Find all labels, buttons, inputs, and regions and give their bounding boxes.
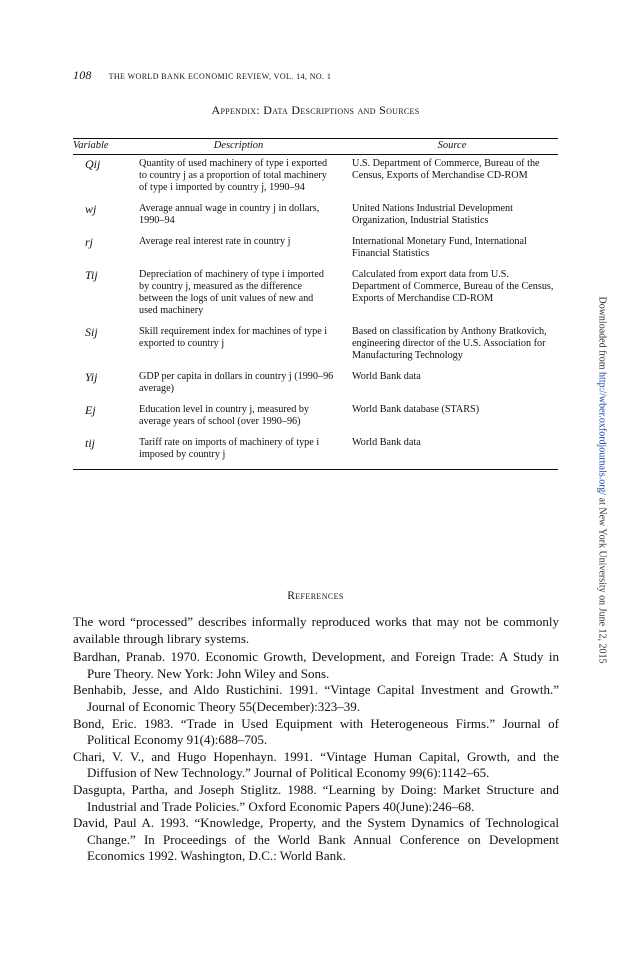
source-cell: World Bank data: [346, 434, 558, 470]
variable-cell: rj: [85, 235, 94, 249]
reference-item: David, Paul A. 1993. “Knowledge, Property, and the System Dynamics of Technological Change.” In Proceedings of the World Bank Annual Conference on Development Economics 1992. Washington, D.C.: World Bank.: [73, 815, 559, 864]
variable-cell: Yij: [85, 370, 98, 384]
download-prefix: Downloaded from: [596, 296, 608, 373]
header-variable: Variable: [73, 139, 131, 155]
reference-item: Dasgupta, Partha, and Joseph Stiglitz. 1988. “Learning by Doing: Market Structure and Industrial and Trade Policies.” Oxford Economic Papers 40(June):246–68.: [73, 781, 559, 814]
table-row: [73, 368, 558, 401]
description-cell: Average annual wage in country j in dollars, 1990–94: [139, 203, 320, 226]
journal-link[interactable]: http://wber.oxfordjournals.org/: [596, 372, 608, 496]
description-cell: Depreciation of machinery of type i imported by country j, measured as the difference between the logs of unit values of new and used machinery: [139, 269, 325, 316]
download-notice: [597, 296, 608, 663]
description-cell: Quantity of used machinery of type i exported to country j as a proportion of total machinery of type i imported by country j, 1990–94: [139, 158, 328, 193]
journal-title: THE WORLD BANK ECONOMIC REVIEW, VOL. 14, NO. 1: [108, 72, 332, 81]
table-row: [73, 233, 558, 266]
download-suffix: at New York University on June 12, 2015: [596, 495, 608, 664]
reference-item: Bond, Eric. 1983. “Trade in Used Equipment with Heterogeneous Firms.” Journal of Political Economy 91(4):688–705.: [73, 715, 559, 748]
reference-item: Chari, V. V., and Hugo Hopenhayn. 1991. “Vintage Human Capital, Growth, and the Diffusion of New Technology.” Journal of Political Economy 99(6):1142–65.: [73, 748, 559, 781]
table-row: [73, 155, 558, 201]
appendix-table: [73, 138, 558, 470]
table-row: [73, 266, 558, 323]
description-cell: Average real interest rate in country j: [139, 236, 291, 247]
header-source: Source: [346, 139, 558, 155]
source-cell: Calculated from export data from U.S. Department of Commerce, Bureau of the Census, Exports of Merchandise CD-ROM: [352, 269, 554, 304]
reference-item: Bardhan, Pranab. 1970. Economic Growth, Development, and Foreign Trade: A Study in Pure Theory. New York: John Wiley and Sons.: [73, 649, 559, 681]
source-cell: International Monetary Fund, International Financial Statistics: [352, 236, 527, 259]
appendix-title: Appendix: Data Descriptions and Sources: [211, 103, 420, 117]
source-cell: World Bank database (STARS): [352, 404, 480, 415]
source-cell: World Bank data: [352, 371, 421, 382]
running-head: [73, 68, 331, 83]
table-row: [73, 200, 558, 233]
variable-cell: Qij: [85, 157, 101, 171]
description-cell: Education level in country j, measured by average years of school (over 1990–96): [139, 404, 310, 427]
description-cell: Skill requirement index for machines of type i exported to country j: [139, 326, 328, 349]
source-cell: United Nations Industrial Development Organization, Industrial Statistics: [352, 203, 513, 226]
header-description: Description: [131, 139, 346, 155]
page-number: 108: [73, 68, 92, 82]
table-header-row: [73, 139, 558, 155]
variable-cell: Tij: [85, 268, 98, 282]
variable-cell: Ej: [85, 403, 96, 417]
source-cell: U.S. Department of Commerce, Bureau of the Census, Exports of Merchandise CD-ROM: [352, 158, 540, 181]
variable-cell: wj: [85, 202, 97, 216]
table-row: [73, 323, 558, 368]
table-row: [73, 401, 558, 434]
table-row: [73, 434, 558, 470]
variable-cell: Sij: [85, 325, 98, 339]
description-cell: GDP per capita in dollars in country j (1990–96 average): [139, 371, 334, 394]
references-title: References: [287, 590, 344, 602]
reference-item: Benhabib, Jesse, and Aldo Rustichini. 1991. “Vintage Capital Investment and Growth.” Journal of Economic Theory 55(December):323–39.: [73, 682, 559, 714]
description-cell: Tariff rate on imports of machinery of type i imposed by country j: [131, 434, 346, 470]
references-intro: The word “processed” describes informally reproduced works that may not be commonly available through library systems.: [73, 614, 559, 646]
references-list: [73, 614, 559, 865]
source-cell: Based on classification by Anthony Bratkovich, engineering director of the U.S. Association for Manufacturing Technology: [352, 326, 547, 361]
variable-cell: tij: [73, 434, 131, 470]
